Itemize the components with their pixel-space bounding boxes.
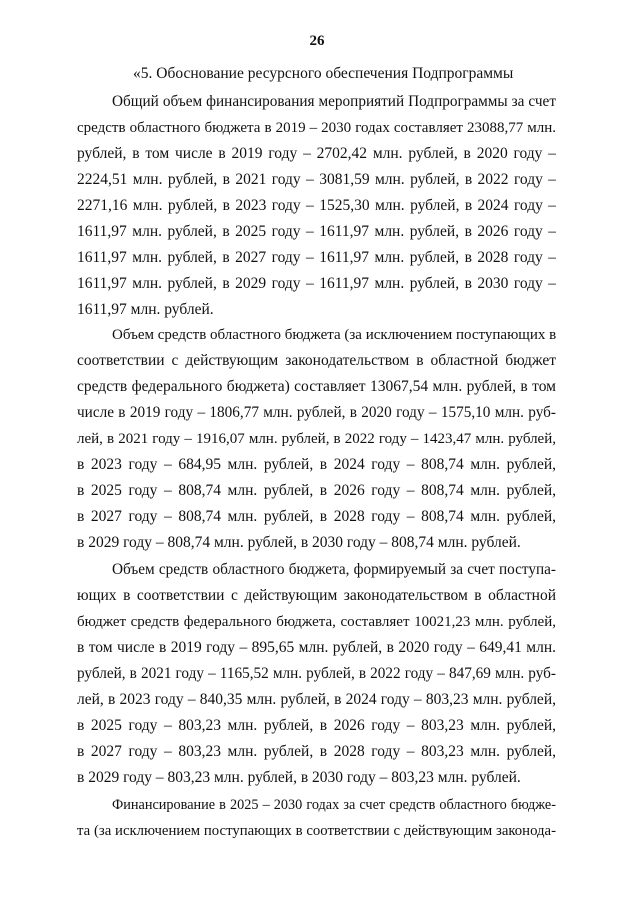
paragraph-3-line-7: в 2025 году – 803,23 млн. рублей, в 2026 году – 803,23 млн. рублей, — [77, 717, 556, 734]
paragraph-1-line-9: 1611,97 млн. рублей. — [77, 301, 214, 318]
paragraph-3-line-5: рублей, в 2021 году – 1165,52 млн. рублей, в 2022 году – 847,69 млн. руб- — [77, 665, 556, 682]
paragraph-1-line-1: Общий объем финансирования мероприятий Подпрограммы за счет — [112, 93, 556, 110]
paragraph-2-line-3: средств федерального бюджета) составляет 13067,54 млн. рублей, в том — [77, 378, 556, 395]
paragraph-1-line-6: 1611,97 млн. рублей, в 2025 году – 1611,97 млн. рублей, в 2026 году – — [77, 223, 556, 240]
paragraph-3-line-9: в 2029 году – 803,23 млн. рублей, в 2030 году – 803,23 млн. рублей. — [77, 769, 521, 786]
paragraph-1-line-8: 1611,97 млн. рублей, в 2029 году – 1611,97 млн. рублей, в 2030 году – — [77, 275, 556, 292]
paragraph-3-line-1: Объем средств областного бюджета, формируемый за счет поступа- — [112, 561, 556, 578]
paragraph-2-line-4: числе в 2019 году – 1806,77 млн. рублей, в 2020 году – 1575,10 млн. руб- — [77, 404, 556, 421]
paragraph-2-line-1: Объем средств областного бюджета (за исключением поступающих в — [112, 327, 556, 343]
paragraph-2-line-5: лей, в 2021 году – 1916,07 млн. рублей, в 2022 году – 1423,47 млн. рублей, — [77, 431, 556, 447]
paragraph-2-line-8: в 2027 году – 808,74 млн. рублей, в 2028 году – 808,74 млн. рублей, — [77, 508, 556, 525]
paragraph-4-line-1: Финансирование в 2025 – 2030 годах за счет средств областного бюдже- — [112, 797, 556, 813]
paragraph-2-line-9: в 2029 году – 808,74 млн. рублей, в 2030 году – 808,74 млн. рублей. — [77, 534, 521, 551]
paragraph-3-line-8: в 2027 году – 803,23 млн. рублей, в 2028 году – 803,23 млн. рублей, — [77, 743, 556, 760]
paragraph-2-line-7: в 2025 году – 808,74 млн. рублей, в 2026 году – 808,74 млн. рублей, — [77, 482, 556, 499]
paragraph-2-line-2: соответствии с действующим законодательством в областной бюджет — [77, 352, 556, 369]
paragraph-1-line-7: 1611,97 млн. рублей, в 2027 году – 1611,97 млн. рублей, в 2028 году – — [77, 249, 556, 266]
paragraph-3-line-3: бюджет средств федерального бюджета, составляет 10021,23 млн. рублей, — [77, 614, 556, 630]
paragraph-3-line-2: ющих в соответствии с действующим законодательством в областной — [77, 587, 556, 604]
page-number: 26 — [309, 33, 325, 49]
paragraph-2-line-6: в 2023 году – 684,95 млн. рублей, в 2024 году – 808,74 млн. рублей, — [77, 456, 556, 473]
paragraph-1-line-3: рублей, в том числе в 2019 году – 2702,42 млн. рублей, в 2020 году – — [77, 145, 556, 162]
paragraph-4-line-2: та (за исключением поступающих в соответствии с действующим законода- — [77, 823, 556, 839]
paragraph-3-line-4: в том числе в 2019 году – 895,65 млн. рублей, в 2020 году – 649,41 млн. — [77, 639, 556, 656]
paragraph-3-line-6: лей, в 2023 году – 840,35 млн. рублей, в 2024 году – 803,23 млн. рублей, — [77, 691, 556, 708]
paragraph-1-line-5: 2271,16 млн. рублей, в 2023 году – 1525,30 млн. рублей, в 2024 году – — [77, 197, 556, 214]
paragraph-1-line-4: 2224,51 млн. рублей, в 2021 году – 3081,59 млн. рублей, в 2022 году – — [77, 171, 556, 188]
paragraph-1-line-2: средств областного бюджета в 2019 – 2030 годах составляет 23088,77 млн. — [77, 120, 556, 136]
section-heading: «5. Обоснование ресурсного обеспечения Подпрограммы — [133, 65, 514, 82]
